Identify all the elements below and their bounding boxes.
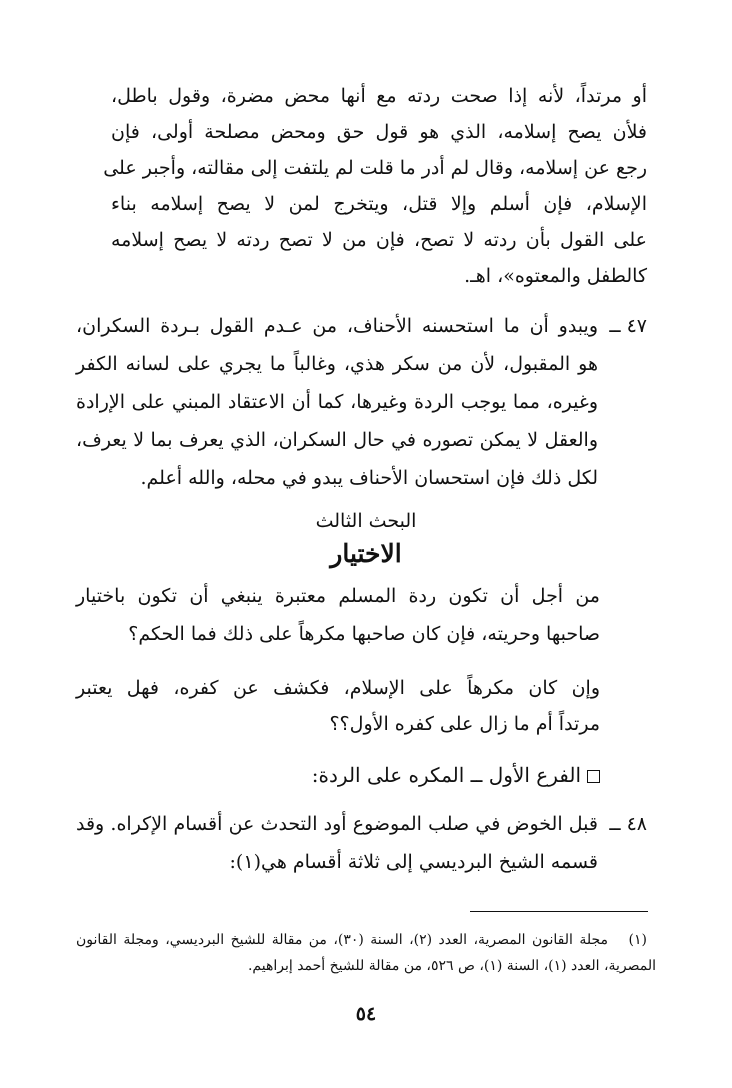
branch-heading: [312, 762, 600, 788]
text-line: هو المقبول، لأن من سكر هذي، وغالباً ما يجري على لسانه الكفر: [76, 353, 598, 375]
text-line: الإسلام، فإن أسلم وإلا قتل، ويتخرج لمن لا يصح إسلامه بناء: [111, 193, 647, 215]
text-line: قبل الخوض في صلب الموضوع أود التحدث عن أقسام الإكراه. وقد: [76, 813, 598, 835]
section-label: البحث الثالث: [315, 510, 417, 532]
text-line: لكل ذلك فإن استحسان الأحناف يبدو في محله، والله أعلم.: [140, 467, 598, 489]
text-line: كالطفل والمعتوه»، اهـ.: [464, 265, 647, 287]
footnote-line: مجلة القانون المصرية، العدد (٢)، السنة (٣٠)، من مقالة للشيخ البرديسي، ومجلة القانون: [76, 932, 608, 948]
text-line: قسمه الشيخ البرديسي إلى ثلاثة أقسام هي(١):: [229, 851, 598, 873]
page-number: ٥٤: [355, 1003, 377, 1025]
text-line: أو مرتداً، لأنه إذا صحت ردته مع أنها محض مضرة، وقول باطل،: [111, 85, 647, 107]
text-line: مرتداً أم ما زال على كفره الأول؟؟: [329, 713, 600, 735]
footnote-line: المصرية، العدد (١)، السنة (١)، ص ٥٢٦، من مقالة للشيخ أحمد إبراهيم.: [247, 958, 656, 974]
text-line: صاحبها وحريته، فإن كان صاحبها مكرهاً على ذلك فما الحكم؟: [128, 623, 600, 645]
text-line: رجع عن إسلامه، وقال لم أدر ما قلت لم يلتفت إلى مقالته، وأجبر على: [103, 157, 647, 179]
paragraph-number: ٤٨ ــ: [609, 813, 647, 835]
text-line: وإن كان مكرهاً على الإسلام، فكشف عن كفره، فهل يعتبر: [76, 677, 600, 699]
paragraph-number: ٤٧ ــ: [609, 315, 647, 337]
footnote-separator: [470, 911, 648, 912]
text-line: والعقل لا يمكن تصوره في حال السكران، الذي يعرف بما لا يعرف،: [76, 429, 598, 451]
section-title: الاختيار: [330, 539, 402, 568]
text-line: فلأن يصح إسلامه، الذي هو قول حق ومحض مصلحة أولى، فإن: [111, 121, 647, 143]
square-bullet-icon: [587, 770, 600, 783]
footnote-marker: (١): [628, 932, 647, 948]
text-line: ويبدو أن ما استحسنه الأحناف، من عـدم القول بـردة السكران،: [76, 315, 598, 337]
text-line: وغيره، مما يوجب الردة وغيرها، كما أن الاعتقاد المبني على الإرادة: [76, 391, 598, 413]
branch-heading-text: الفرع الأول ــ المكره على الردة:: [311, 763, 581, 787]
text-line: على القول بأن ردته لا تصح، فإن من لا تصح ردته لا يصح إسلامه: [111, 229, 647, 251]
text-line: من أجل أن تكون ردة المسلم معتبرة ينبغي أن تكون باختيار: [76, 585, 600, 607]
